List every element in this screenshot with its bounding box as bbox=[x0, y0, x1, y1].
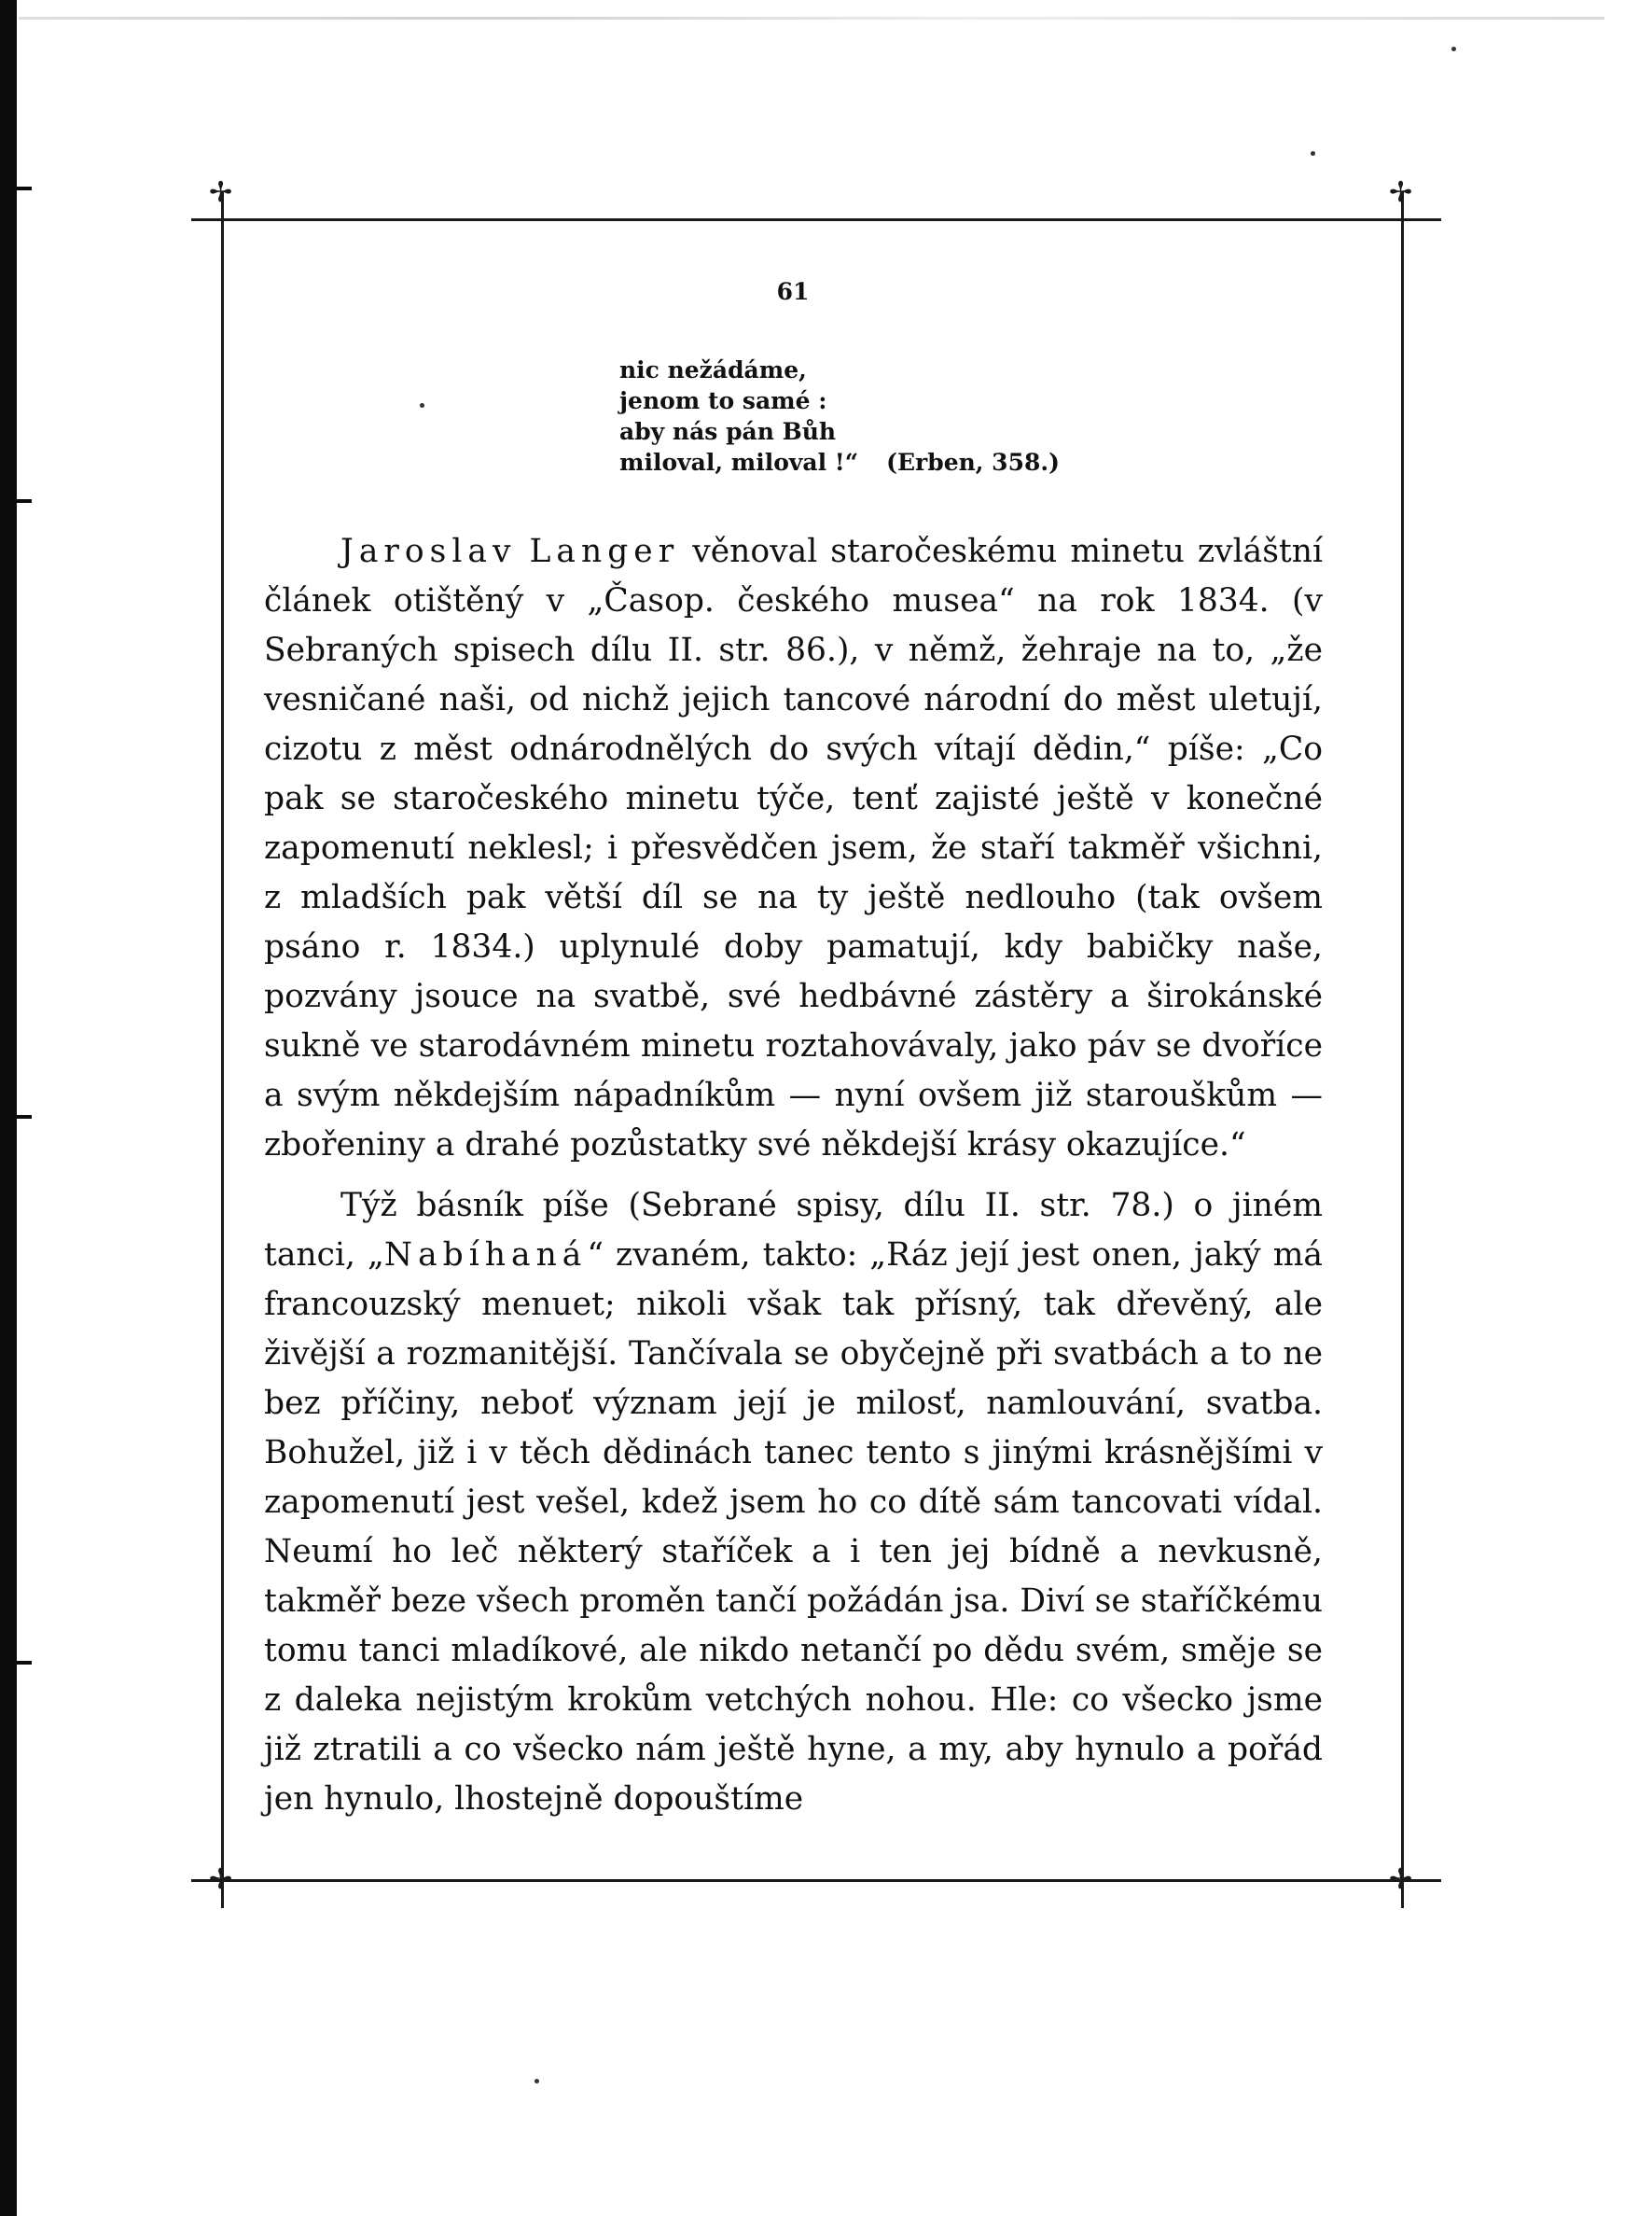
scan-mark bbox=[0, 1661, 32, 1665]
scan-border-left bbox=[0, 0, 17, 2216]
scan-mark bbox=[0, 499, 32, 503]
paragraph-text: “ zvaném, takto: „Ráz její jest onen, jaký má francouzský menuet; nikoli však tak přísný, tak dřevěný, ale živější a rozmanitější. Tančívala se obyčejně při svatbách a to ne bez příčiny, neboť význam její je milosť, namlouvání, svatba. Bohužel, již i v těch dědinách tanec tento s jinými krásnějšími v zapomenutí jest vešel, kdež jsem ho co dítě sám tancovati vídal. Neumí ho leč některý staříček a i ten jej bídně a nevkusně, takměř beze všech proměn tančí požádán jsa. Diví se staříčkému tomu tanci mladíkové, ale nikdo netančí po dědu svém, směje se z daleka nejistým krokům vetchých nohou. Hle: co všecko jsme již ztratili a co všecko nám ještě hyne, a my, aby hynulo a pořád jen hynulo, lhostejně dopouštíme bbox=[264, 1236, 1323, 1818]
scan-mark bbox=[0, 187, 32, 190]
frame-left-line bbox=[221, 191, 224, 1908]
body-text bbox=[264, 527, 1323, 1824]
scan-smudge bbox=[19, 17, 1604, 20]
poem-line bbox=[619, 447, 1060, 478]
frame-right-line bbox=[1401, 191, 1404, 1908]
poem-reference: (Erben, 358.) bbox=[886, 449, 1060, 476]
author-first-name: Jaroslav bbox=[340, 533, 517, 570]
corner-ornament-icon: ✢ bbox=[1389, 1863, 1413, 1896]
scan-dust bbox=[534, 2079, 539, 2084]
scan-dust bbox=[1311, 151, 1315, 156]
poem-line: nic nežádáme, bbox=[619, 356, 807, 383]
scan-dust bbox=[420, 403, 424, 408]
paragraph-text: Týž básník píše (Sebrané spisy, dílu II. str. 78.) o jiném tanci, „ bbox=[264, 1187, 1323, 1274]
dance-name: Nabíhaná bbox=[383, 1236, 588, 1274]
poem-line: aby nás pán Bůh bbox=[619, 418, 837, 445]
poem-line: jenom to samé : bbox=[619, 387, 827, 414]
poem-line-text: miloval, miloval !“ bbox=[619, 449, 859, 476]
page-number: 61 bbox=[776, 278, 810, 305]
corner-ornament-icon: ✢ bbox=[1389, 176, 1413, 209]
paragraph-text: věnoval staročeskému minetu zvláštní článek otištěný v „Časop. českého musea“ na rok 1834. (v Sebraných spisech dílu II. str. 86.), v němž, žehraje na to, „že vesničané naši, od nichž jejich tancové národní do měst uletují, cizotu z měst odnárodnělých do svých vítají dědin,“ píše: „Co pak se staročeského minetu týče, tenť zajisté ještě v konečné zapomenutí neklesl; i přesvědčen jsem, že staří takměř všichni, z mladších pak větší díl se na ty ještě nedlouho (tak ovšem psáno r. 1834.) uplynulé doby pamatují, kdy babičky naše, pozvány jsouce na svatbě, své hedbávné zástěry a širokánské sukně ve starodávném minetu roztahovávaly, jako páv se dvoříce a svým někdejším nápadníkům — nyní ovšem již starouškům — zbořeniny a drahé pozůstatky své někdejší krásy okazujíce.“ bbox=[264, 533, 1324, 1164]
corner-ornament-icon: ✢ bbox=[209, 1863, 233, 1896]
frame-bottom-line bbox=[191, 1879, 1441, 1882]
frame-top-line bbox=[191, 218, 1441, 221]
author-last-name: Langer bbox=[529, 533, 680, 570]
scan-mark bbox=[0, 1115, 32, 1119]
poem-quote bbox=[619, 355, 1060, 478]
paragraph-nabihana bbox=[264, 1181, 1323, 1824]
paragraph-langer bbox=[264, 527, 1323, 1170]
scan-dust bbox=[1451, 47, 1456, 51]
corner-ornament-icon: ✢ bbox=[209, 176, 233, 209]
